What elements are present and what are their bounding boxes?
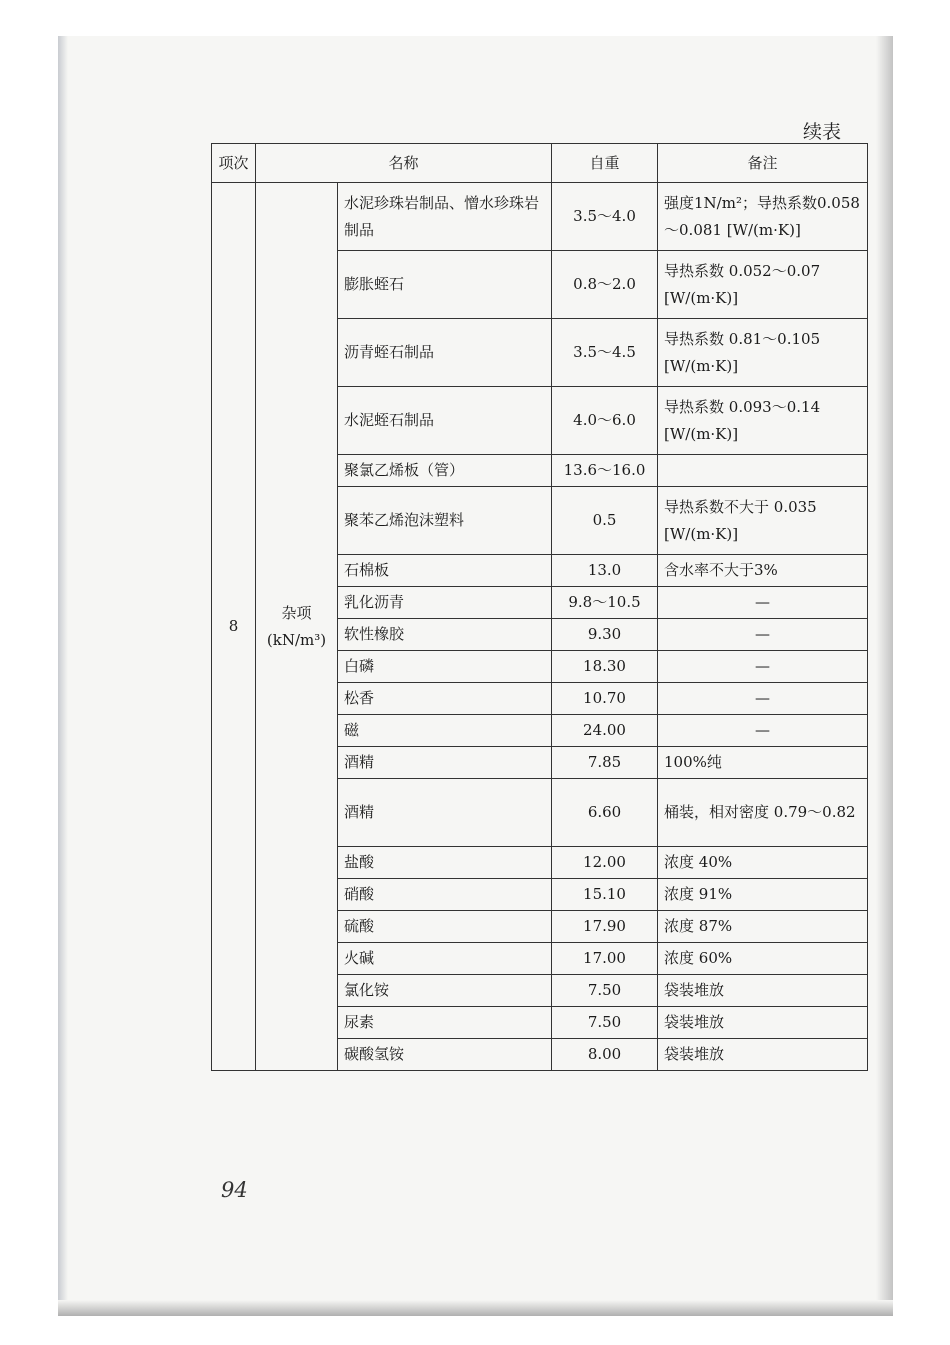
material-weight: 4.0～6.0 — [552, 387, 658, 455]
category-label: 杂项 — [281, 603, 312, 622]
header-name: 名称 — [256, 144, 552, 183]
material-remark: 浓度 87% — [658, 911, 868, 943]
category-unit: (kN/m³) — [266, 630, 327, 649]
header-weight: 自重 — [552, 144, 658, 183]
material-remark: 浓度 91% — [658, 879, 868, 911]
material-weight: 0.5 — [552, 487, 658, 555]
material-weight: 13.0 — [552, 555, 658, 587]
material-name: 松香 — [338, 683, 552, 715]
material-remark: 桶装，相对密度 0.79～0.82 — [658, 779, 868, 847]
page-left-edge — [58, 36, 68, 1316]
material-weight: 12.00 — [552, 847, 658, 879]
table-row — [212, 183, 868, 251]
material-weight: 17.00 — [552, 943, 658, 975]
header-remark: 备注 — [658, 144, 868, 183]
material-remark: — — [658, 587, 868, 619]
material-weight: 3.5～4.5 — [552, 319, 658, 387]
material-weight: 17.90 — [552, 911, 658, 943]
material-remark: 100%纯 — [658, 747, 868, 779]
material-remark: 浓度 60% — [658, 943, 868, 975]
material-weight: 0.8～2.0 — [552, 251, 658, 319]
material-remark: — — [658, 715, 868, 747]
material-weight: 3.5～4.0 — [552, 183, 658, 251]
material-name: 酒精 — [338, 747, 552, 779]
page-number: 94 — [221, 1178, 248, 1202]
page-bottom-edge — [58, 1300, 893, 1316]
material-weight: 6.60 — [552, 779, 658, 847]
material-remark: — — [658, 683, 868, 715]
material-remark: 导热系数 0.093～0.14 [W/(m·K)] — [658, 387, 868, 455]
material-remark: 强度1N/m²；导热系数0.058～0.081 [W/(m·K)] — [658, 183, 868, 251]
material-weight: 7.50 — [552, 1007, 658, 1039]
continued-label: 续表 — [803, 121, 842, 143]
material-name: 软性橡胶 — [338, 619, 552, 651]
category-cell — [256, 183, 338, 1071]
header-item-no: 项次 — [212, 144, 256, 183]
material-remark: 导热系数不大于 0.035 [W/(m·K)] — [658, 487, 868, 555]
material-name: 硫酸 — [338, 911, 552, 943]
material-name: 酒精 — [338, 779, 552, 847]
material-remark: 导热系数 0.81～0.105 [W/(m·K)] — [658, 319, 868, 387]
material-weight: 24.00 — [552, 715, 658, 747]
material-name: 沥青蛭石制品 — [338, 319, 552, 387]
material-remark: 含水率不大于3% — [658, 555, 868, 587]
material-name: 水泥蛭石制品 — [338, 387, 552, 455]
material-remark: 袋装堆放 — [658, 975, 868, 1007]
table-header-row — [212, 144, 868, 183]
material-weight: 7.85 — [552, 747, 658, 779]
material-name: 火碱 — [338, 943, 552, 975]
page-right-edge — [876, 36, 893, 1316]
material-weight-table — [211, 143, 868, 1071]
material-remark: 导热系数 0.052～0.07 [W/(m·K)] — [658, 251, 868, 319]
material-remark: 袋装堆放 — [658, 1039, 868, 1071]
material-remark: 袋装堆放 — [658, 1007, 868, 1039]
material-name: 硝酸 — [338, 879, 552, 911]
material-name: 磁 — [338, 715, 552, 747]
material-weight: 18.30 — [552, 651, 658, 683]
material-name: 膨胀蛭石 — [338, 251, 552, 319]
material-name: 聚氯乙烯板（管） — [338, 455, 552, 487]
material-remark: — — [658, 651, 868, 683]
material-name: 白磷 — [338, 651, 552, 683]
material-name: 尿素 — [338, 1007, 552, 1039]
material-weight: 13.6～16.0 — [552, 455, 658, 487]
material-weight: 10.70 — [552, 683, 658, 715]
material-remark — [658, 455, 868, 487]
material-name: 碳酸氢铵 — [338, 1039, 552, 1071]
material-weight: 15.10 — [552, 879, 658, 911]
material-weight: 8.00 — [552, 1039, 658, 1071]
item-number: 8 — [212, 183, 256, 1071]
material-weight: 9.30 — [552, 619, 658, 651]
material-name: 乳化沥青 — [338, 587, 552, 619]
material-weight: 9.8～10.5 — [552, 587, 658, 619]
material-name: 水泥珍珠岩制品、憎水珍珠岩制品 — [338, 183, 552, 251]
material-name: 氯化铵 — [338, 975, 552, 1007]
material-name: 石棉板 — [338, 555, 552, 587]
material-name: 盐酸 — [338, 847, 552, 879]
material-name: 聚苯乙烯泡沫塑料 — [338, 487, 552, 555]
material-remark: 浓度 40% — [658, 847, 868, 879]
material-weight: 7.50 — [552, 975, 658, 1007]
material-remark: — — [658, 619, 868, 651]
